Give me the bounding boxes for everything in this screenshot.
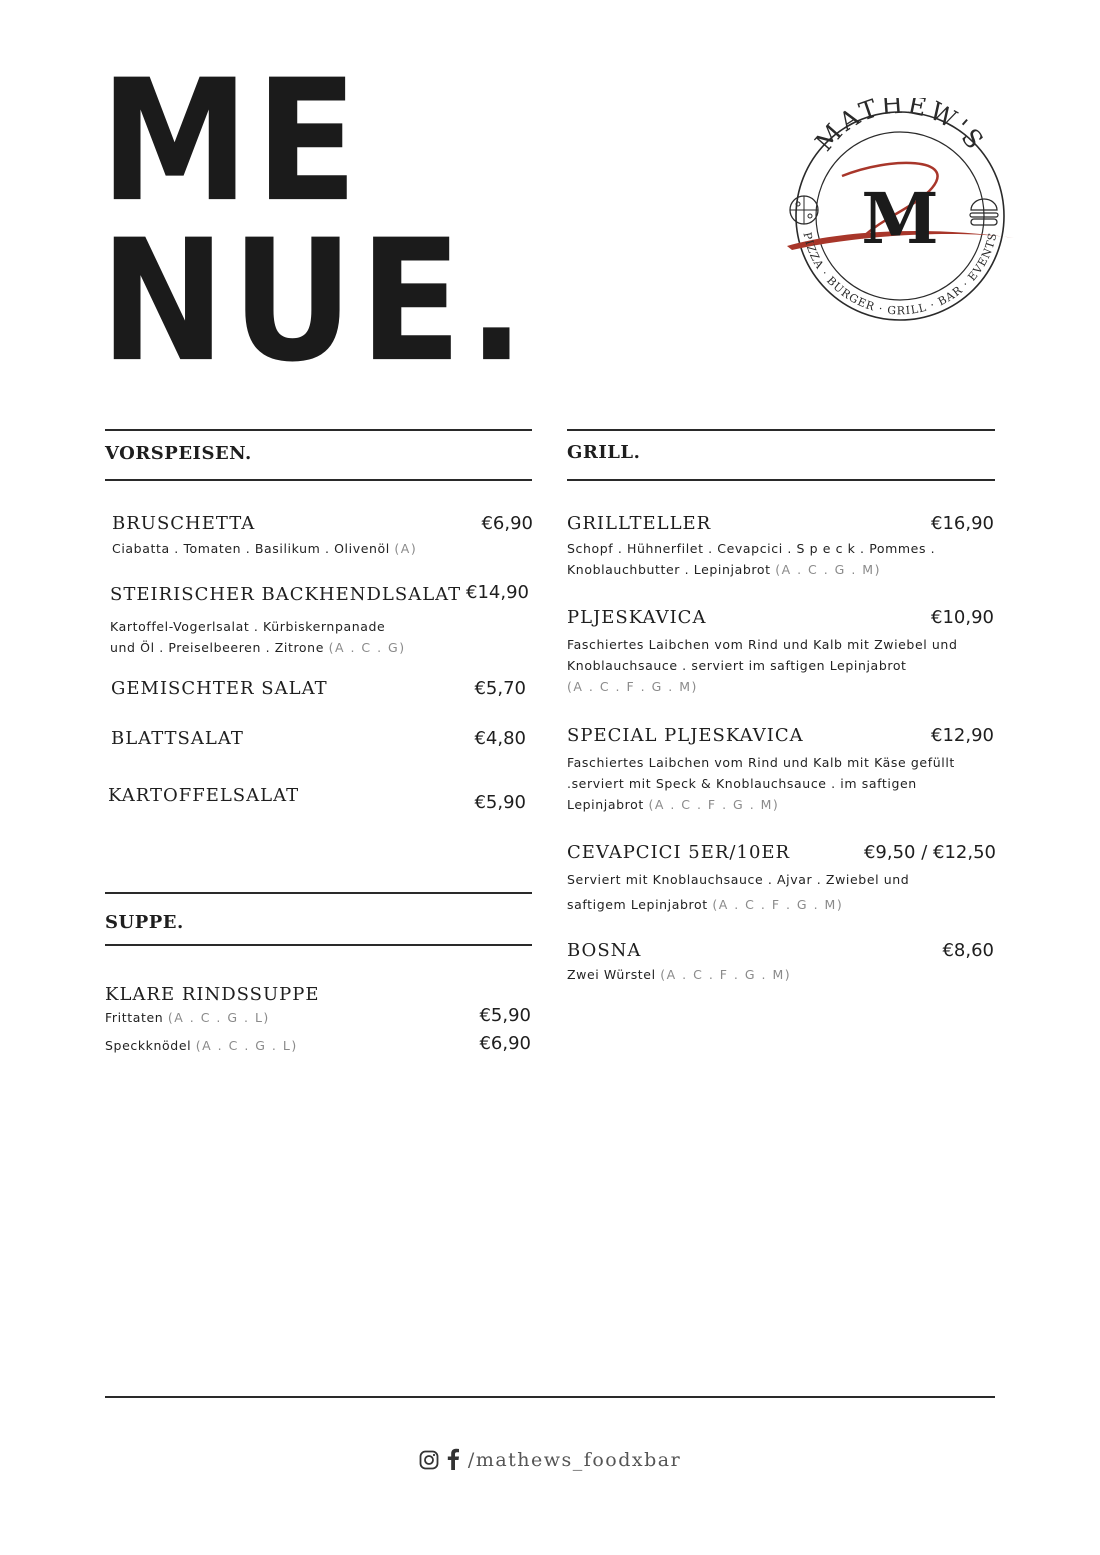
allergen-info: (A . C . F . G . M) bbox=[660, 967, 792, 982]
item-desc-cevapcici: Serviert mit Knoblauchsauce . Ajvar . Zwiebel und saftigem Lepinjabrot (A . C . F . G . M) bbox=[567, 872, 910, 912]
allergen-info: (A . C . G . L) bbox=[195, 1038, 298, 1053]
logo-tagline: PIZZA · BURGER · GRILL · BAR · EVENTS bbox=[800, 230, 1000, 318]
item-price-speckknoedel: €6,90 bbox=[479, 1033, 531, 1054]
section-title-vorspeisen: VORSPEISEN. bbox=[105, 443, 252, 464]
item-price-bosna: €8,60 bbox=[942, 940, 994, 961]
section-title-grill: GRILL. bbox=[567, 442, 641, 463]
item-variant-frittaten: Frittaten (A . C . G . L) bbox=[105, 1010, 270, 1025]
section-title-suppe: SUPPE. bbox=[105, 912, 184, 933]
item-name-blattsalat: BLATTSALAT bbox=[111, 728, 244, 749]
item-desc-grillteller: Schopf . Hühnerfilet . Cevapcici . S p e c k . Pommes . Knoblauchbutter . Lepinjabrot (A . C . G . M) bbox=[567, 541, 936, 577]
divider bbox=[105, 892, 532, 894]
item-price-blattsalat: €4,80 bbox=[474, 728, 526, 749]
menu-title-line-1: ME bbox=[100, 44, 364, 240]
divider bbox=[105, 429, 532, 431]
item-price-cevapcici: €9,50 / €12,50 bbox=[863, 842, 996, 863]
restaurant-logo bbox=[782, 98, 1022, 328]
item-price-frittaten: €5,90 bbox=[479, 1005, 531, 1026]
social-handle[interactable]: /mathews_foodxbar bbox=[467, 1449, 682, 1471]
footer-divider bbox=[105, 1396, 995, 1398]
allergen-info: (A . C . G) bbox=[328, 640, 406, 655]
item-name-klare-rindssuppe: KLARE RINDSSUPPE bbox=[105, 984, 320, 1005]
item-name-backhendlsalat: STEIRISCHER BACKHENDLSALAT bbox=[110, 584, 462, 605]
item-desc-backhendlsalat: Kartoffel-Vogerlsalat . Kürbiskernpanade und Öl . Preiselbeeren . Zitrone (A . C . G) bbox=[110, 619, 406, 655]
divider bbox=[105, 944, 532, 946]
item-price-kartoffelsalat: €5,90 bbox=[474, 792, 526, 813]
menu-title-line-2: NUE. bbox=[100, 204, 531, 400]
item-name-gemischter-salat: GEMISCHTER SALAT bbox=[111, 678, 328, 699]
item-name-bruschetta: BRUSCHETTA bbox=[112, 513, 256, 534]
facebook-icon[interactable] bbox=[446, 1449, 468, 1471]
pizza-icon bbox=[790, 196, 818, 224]
logo-name: MATHEW'S bbox=[809, 98, 991, 157]
allergen-info: (A . C . F . G . M) bbox=[567, 679, 698, 694]
logo-monogram: M bbox=[861, 177, 939, 260]
item-desc-bruschetta: Ciabatta . Tomaten . Basilikum . Olivenöl (A) bbox=[112, 541, 418, 556]
item-name-pljeskavica: PLJESKAVICA bbox=[567, 607, 707, 628]
instagram-icon[interactable] bbox=[419, 1449, 447, 1471]
item-name-bosna: BOSNA bbox=[567, 940, 642, 961]
item-name-kartoffelsalat: KARTOFFELSALAT bbox=[108, 785, 300, 806]
item-desc-bosna: Zwei Würstel (A . C . F . G . M) bbox=[567, 967, 792, 982]
allergen-info: (A . C . G . M) bbox=[775, 562, 881, 577]
item-price-special-pljeskavica: €12,90 bbox=[931, 725, 994, 746]
allergen-info: (A . C . F . G . M) bbox=[712, 897, 844, 912]
item-price-grillteller: €16,90 bbox=[931, 513, 994, 534]
allergen-info: (A) bbox=[394, 541, 418, 556]
item-name-grillteller: GRILLTELLER bbox=[567, 513, 712, 534]
item-variant-speckknoedel: Speckknödel (A . C . G . L) bbox=[105, 1038, 298, 1053]
item-price-bruschetta: €6,90 bbox=[481, 513, 533, 534]
item-desc-special-pljeskavica: Faschiertes Laibchen vom Rind und Kalb mit Käse gefüllt .serviert mit Speck & Knoblauchsauce . im saftigen Lepinjabrot (A . C . F . G . M) bbox=[567, 755, 955, 812]
item-name-cevapcici: CEVAPCICI 5ER/10ER bbox=[567, 842, 791, 863]
divider bbox=[567, 429, 995, 431]
divider bbox=[105, 479, 532, 481]
item-name-special-pljeskavica: SPECIAL PLJESKAVICA bbox=[567, 725, 804, 746]
allergen-info: (A . C . G . L) bbox=[167, 1010, 270, 1025]
svg-text:MATHEW'S bbox=[809, 98, 990, 157]
item-price-gemischter-salat: €5,70 bbox=[474, 678, 526, 699]
divider bbox=[567, 479, 995, 481]
item-price-backhendlsalat: €14,90 bbox=[466, 582, 529, 603]
social-footer bbox=[0, 1448, 1100, 1471]
item-price-pljeskavica: €10,90 bbox=[931, 607, 994, 628]
allergen-info: (A . C . F . G . M) bbox=[648, 797, 780, 812]
item-desc-pljeskavica: Faschiertes Laibchen vom Rind und Kalb mit Zwiebel und Knoblauchsauce . serviert im saftigen Lepinjabrot (A . C . F . G . M) bbox=[567, 634, 957, 697]
